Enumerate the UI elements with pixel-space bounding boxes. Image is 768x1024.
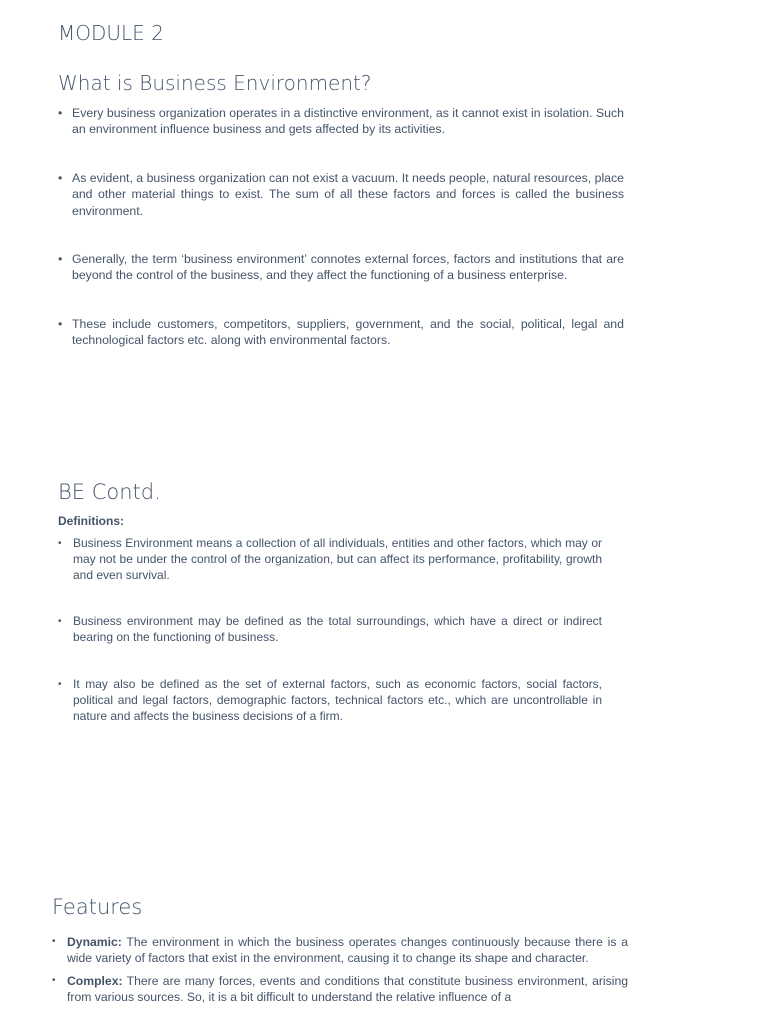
list-item (52, 934, 628, 966)
feature-text: There are many forces, events and conditions that constitute business environment, arising from various sources. So, it is a bit difficult to understand the relative influence of a (67, 974, 629, 1004)
section-features (52, 893, 628, 1005)
module-label: MODULE 2 (58, 21, 164, 45)
definitions-label: Definitions: (58, 514, 124, 528)
bullet-dot-icon: • (58, 170, 63, 185)
list-item-text: As evident, a business organization can not exist a vacuum. It needs people, natural resources, place and other material things to exist. The sum of all these factors and forces is called the business environment. (72, 170, 624, 218)
bullet-dot-icon: • (58, 316, 63, 331)
list-item-text: Business environment may be defined as the total surroundings, which have a direct or indirect bearing on the functioning of business. (73, 614, 602, 645)
section-what-is-business-environment (58, 20, 624, 349)
feature-label: Complex: (67, 974, 123, 988)
list-item (58, 316, 624, 349)
list-item-text: Business Environment means a collection of all individuals, entities and other factors, which may or may not be under the control of the organization, but can affect its performance, profitability, growth and even survival. (73, 536, 602, 582)
bullet-dot-icon: • (52, 975, 56, 986)
list-item-text: Generally, the term ‘business environment’ connotes external forces, factors and institutions that are beyond the control of the business, and they affect the functioning of a business enterprise. (72, 252, 624, 283)
list-item (52, 973, 628, 1005)
feature-text: The environment in which the business operates changes continuously because there is a wide variety of factors that exist in the environment, causing it to change its shape and character. (67, 935, 628, 965)
list-item-text: These include customers, competitors, suppliers, government, and the social, political, legal and technological factors etc. along with environmental factors. (72, 316, 624, 348)
list-item-text (67, 934, 628, 966)
section-title: What is Business Environment? (58, 71, 372, 95)
list-item (58, 536, 602, 583)
list-item-text: It may also be defined as the set of external factors, such as economic factors, social factors, political and legal factors, demographic factors, technical factors etc., which are uncontrollable in nature and affects the business decisions of a firm. (73, 676, 602, 723)
bullet-dot-icon: • (58, 252, 63, 267)
list-item (58, 170, 624, 219)
bullet-dot-icon: • (52, 936, 56, 947)
bullet-list (58, 105, 624, 349)
list-item-text (67, 973, 628, 1005)
bullet-dot-icon: • (58, 538, 62, 549)
list-item (58, 251, 624, 284)
bullet-list (58, 536, 602, 724)
bullet-list (52, 934, 628, 1005)
list-item (58, 677, 602, 724)
list-item (58, 614, 602, 646)
section-be-contd (58, 479, 602, 724)
list-item-text: Every business organization operates in a distinctive environment, as it cannot exist in isolation. Such an environment influence business and gets affected by its activities. (72, 106, 624, 137)
bullet-dot-icon: • (58, 616, 62, 628)
bullet-dot-icon: • (58, 106, 63, 120)
list-item (58, 105, 624, 138)
feature-label: Dynamic: (67, 935, 122, 949)
section-title: Features (52, 895, 143, 919)
bullet-dot-icon: • (58, 678, 62, 690)
section-title: BE Contd. (58, 480, 161, 504)
